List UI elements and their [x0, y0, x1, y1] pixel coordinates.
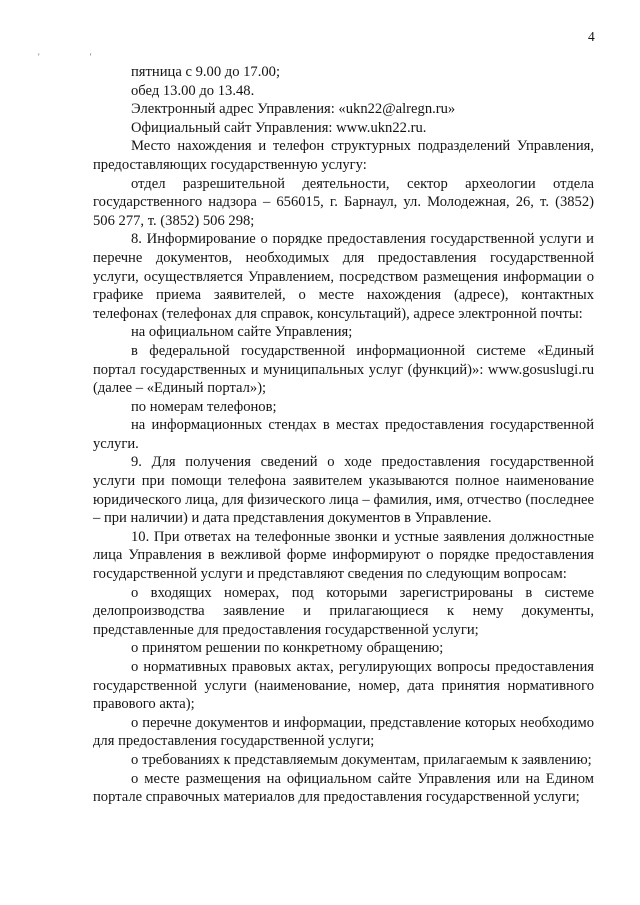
list-item: о месте размещения на официальном сайте Управления или на Едином портале справочных материалов для предоставления государственной услуги; — [93, 770, 594, 806]
email-line: Электронный адрес Управления: «ukn22@alregn.ru» — [131, 101, 456, 118]
list-item: о принятом решении по конкретному обращению; — [131, 640, 444, 657]
section-8: 8. Информирование о порядке предоставления государственной услуги и перечне документов, необходимых для предоставления государственной услуги, осуществляется Управлением, посредством размещения информации о графике приема заявителей, о месте нахождения (адресе), контактных телефонах (телефонах для справок, консультаций), адресе электронной почты: — [93, 231, 594, 322]
section-10: 10. При ответах на телефонные звонки и устные заявления должностные лица Управления в вежливой форме информируют о порядке предоставления государственной услуги и представляют сведения по следующим вопросам: — [93, 528, 594, 583]
list-item: в федеральной государственной информационной системе «Единый портал государственных и муниципальных услуг (функций)»: www.gosuslugi.ru (далее – «Единый портал»); — [93, 342, 594, 397]
body-text — [93, 63, 594, 807]
schedule-lunch: обед 13.00 до 13.48. — [131, 82, 255, 99]
department-address: отдел разрешительной деятельности, сектор археологии отдела государственного надзора – 656015, г. Барнаул, ул. Молодежная, 26, т. (3852) 506 277, т. (3852) 506 298; — [93, 175, 594, 229]
list-item: на информационных стендах в местах предоставления государственной услуги. — [93, 417, 594, 452]
list-item: о входящих номерах, под которыми зарегистрированы в системе делопроизводства заявление и прилагающиеся к нему документы, представленные для предоставления государственной услуги; — [93, 584, 594, 638]
schedule-friday: пятница с 9.00 до 17.00; — [131, 64, 281, 80]
list-item: по номерам телефонов; — [131, 398, 277, 415]
website-line: Официальный сайт Управления: www.ukn22.ru. — [131, 119, 427, 136]
section-9: 9. Для получения сведений о ходе предоставления государственной услуги при помощи телефона заявителем указываются полное наименование юридического лица, для физического лица – фамилия, имя, отчество (последнее – при наличии) и дата представления документов в Управление. — [93, 454, 594, 527]
list-item: о перечне документов и информации, представление которых необходимо для предоставления государственной услуги; — [93, 714, 594, 750]
scan-specks: ' ' — [38, 52, 116, 62]
list-item: на официальном сайте Управления; — [131, 324, 353, 341]
page-number: 4 — [588, 29, 595, 44]
location-heading: Место нахождения и телефон структурных подразделений Управления, предоставляющих государственную услугу: — [93, 138, 594, 173]
list-item: о нормативных правовых актах, регулирующих вопросы предоставления государственной услуги (наименование, номер, дата принятия нормативного правового акта); — [93, 659, 594, 713]
list-item: о требованиях к представляемым документам, прилагаемым к заявлению; — [131, 751, 592, 768]
